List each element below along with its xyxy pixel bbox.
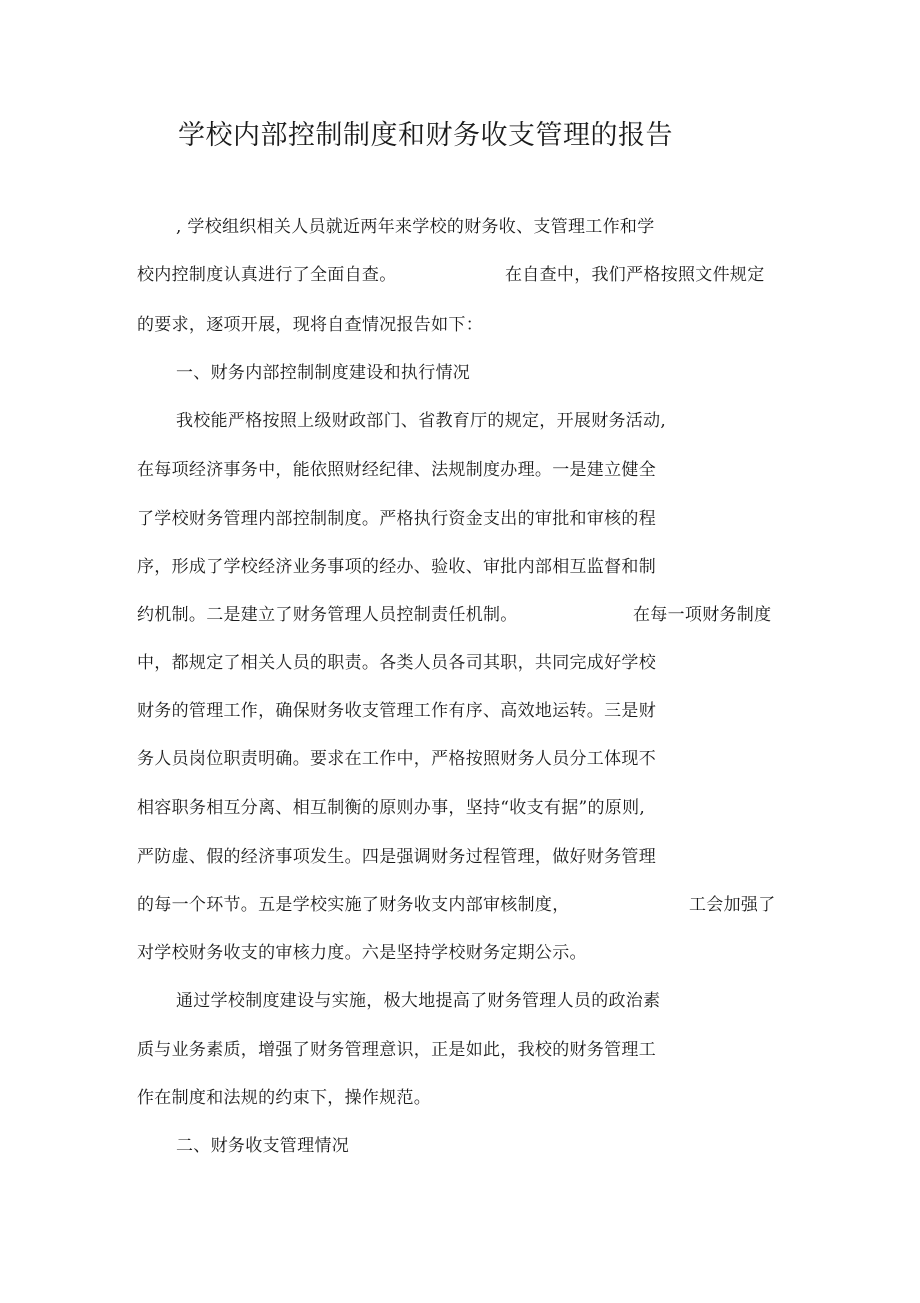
paragraph-line: 的要求，逐项开展，现将自查情况报告如下： <box>137 315 483 335</box>
paragraph-line: 在每项经济事务中，能依照财经纪律、法规制度办理。一是建立健全 <box>137 460 656 480</box>
paragraph-line: 务人员岗位职责明确。要求在工作中，严格按照财务人员分工体现不 <box>137 749 656 769</box>
section-heading: 一、财务内部控制制度建设和执行情况 <box>176 363 471 383</box>
paragraph-line: 序，形成了学校经济业务事项的经办、验收、审批内部相互监督和制 <box>137 557 656 577</box>
paragraph-line: 严防虚、假的经济事项发生。四是强调财务过程管理，做好财务管理 <box>137 847 656 867</box>
paragraph-line: 我校能严格按照上级财政部门、省教育厅的规定，开展财务活动, <box>176 411 667 431</box>
paragraph-line: 通过学校制度建设与实施，极大地提高了财务管理人员的政治素 <box>176 991 661 1011</box>
document-title: 学校内部控制制度和财务收支管理的报告 <box>178 120 673 151</box>
paragraph-line: 相容职务相互分离、相互制衡的原则办事，坚持“收支有据”的原则, <box>137 798 646 818</box>
paragraph-line: 的每一个环节。五是学校实施了财务收支内部审核制度， <box>137 895 570 915</box>
paragraph-line: 校内控制度认真进行了全面自查。 <box>137 265 397 285</box>
paragraph-line-segment: 工会加强了 <box>689 895 776 915</box>
paragraph-line: 财务的管理工作，确保财务收支管理工作有序、高效地运转。三是财 <box>137 701 656 721</box>
paragraph-line: 对学校财务收支的审核力度。六是坚持学校财务定期公示。 <box>137 943 587 963</box>
paragraph-line: 作在制度和法规的约束下，操作规范。 <box>137 1088 432 1108</box>
paragraph-line: 质与业务素质，增强了财务管理意识，正是如此，我校的财务管理工 <box>137 1040 656 1060</box>
paragraph-line: 了学校财务管理内部控制制度。严格执行资金支出的审批和审核的程 <box>137 509 656 529</box>
paragraph-line: 中，都规定了相关人员的职责。各类人员各司其职，共同完成好学校 <box>137 653 656 673</box>
paragraph-line: 约机制。二是建立了财务管理人员控制责任机制。 <box>137 605 518 625</box>
paragraph-line-segment: 在每一项财务制度 <box>633 605 772 625</box>
paragraph-line: , 学校组织相关人员就近两年来学校的财务收、支管理工作和学 <box>176 217 655 237</box>
section-heading: 二、财务收支管理情况 <box>176 1136 349 1156</box>
paragraph-line-segment: 在自查中，我们严格按照文件规定 <box>505 265 765 285</box>
